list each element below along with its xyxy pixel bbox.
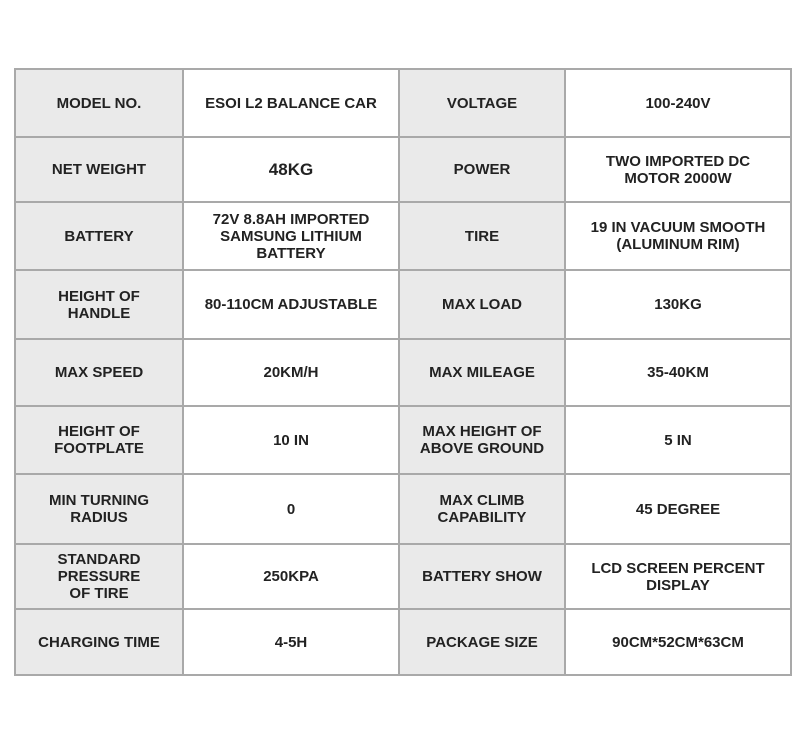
spec-label: MAX LOAD <box>399 270 565 339</box>
spec-label: TIRE <box>399 202 565 270</box>
spec-value: LCD SCREEN PERCENT DISPLAY <box>565 544 791 609</box>
spec-label: CHARGING TIME <box>15 609 183 675</box>
spec-value: 0 <box>183 474 399 544</box>
spec-value: TWO IMPORTED DC MOTOR 2000W <box>565 137 791 202</box>
spec-label: BATTERY <box>15 202 183 270</box>
spec-row-handle <box>15 270 791 339</box>
spec-label: STANDARD PRESSURE OF TIRE <box>15 544 183 609</box>
spec-label: MODEL NO. <box>15 69 183 137</box>
spec-table <box>14 68 792 676</box>
spec-row-pressure <box>15 544 791 609</box>
spec-value: 35-40KM <box>565 339 791 406</box>
spec-label: PACKAGE SIZE <box>399 609 565 675</box>
spec-value: 100-240V <box>565 69 791 137</box>
spec-label: MAX HEIGHT OF ABOVE GROUND <box>399 406 565 474</box>
spec-value: 48KG <box>183 137 399 202</box>
spec-label: MAX SPEED <box>15 339 183 406</box>
spec-value: 72V 8.8AH IMPORTED SAMSUNG LITHIUM BATTERY <box>183 202 399 270</box>
spec-label: MIN TURNING RADIUS <box>15 474 183 544</box>
spec-value: 45 DEGREE <box>565 474 791 544</box>
spec-value: 90CM*52CM*63CM <box>565 609 791 675</box>
spec-value: 20KM/H <box>183 339 399 406</box>
spec-value: ESOI L2 BALANCE CAR <box>183 69 399 137</box>
spec-label: POWER <box>399 137 565 202</box>
spec-value: 130KG <box>565 270 791 339</box>
spec-row-speed <box>15 339 791 406</box>
spec-label: VOLTAGE <box>399 69 565 137</box>
spec-row-turning <box>15 474 791 544</box>
spec-label: NET WEIGHT <box>15 137 183 202</box>
spec-value: 250KPA <box>183 544 399 609</box>
spec-value: 19 IN VACUUM SMOOTH (ALUMINUM RIM) <box>565 202 791 270</box>
spec-label: BATTERY SHOW <box>399 544 565 609</box>
spec-label: MAX MILEAGE <box>399 339 565 406</box>
spec-row-weight <box>15 137 791 202</box>
spec-row-footplate <box>15 406 791 474</box>
spec-row-battery <box>15 202 791 270</box>
spec-row-model <box>15 69 791 137</box>
spec-row-charging <box>15 609 791 675</box>
spec-value: 80-110CM ADJUSTABLE <box>183 270 399 339</box>
spec-value: 5 IN <box>565 406 791 474</box>
spec-value: 4-5H <box>183 609 399 675</box>
spec-label: HEIGHT OF FOOTPLATE <box>15 406 183 474</box>
spec-label: MAX CLIMB CAPABILITY <box>399 474 565 544</box>
spec-label: HEIGHT OF HANDLE <box>15 270 183 339</box>
spec-value: 10 IN <box>183 406 399 474</box>
